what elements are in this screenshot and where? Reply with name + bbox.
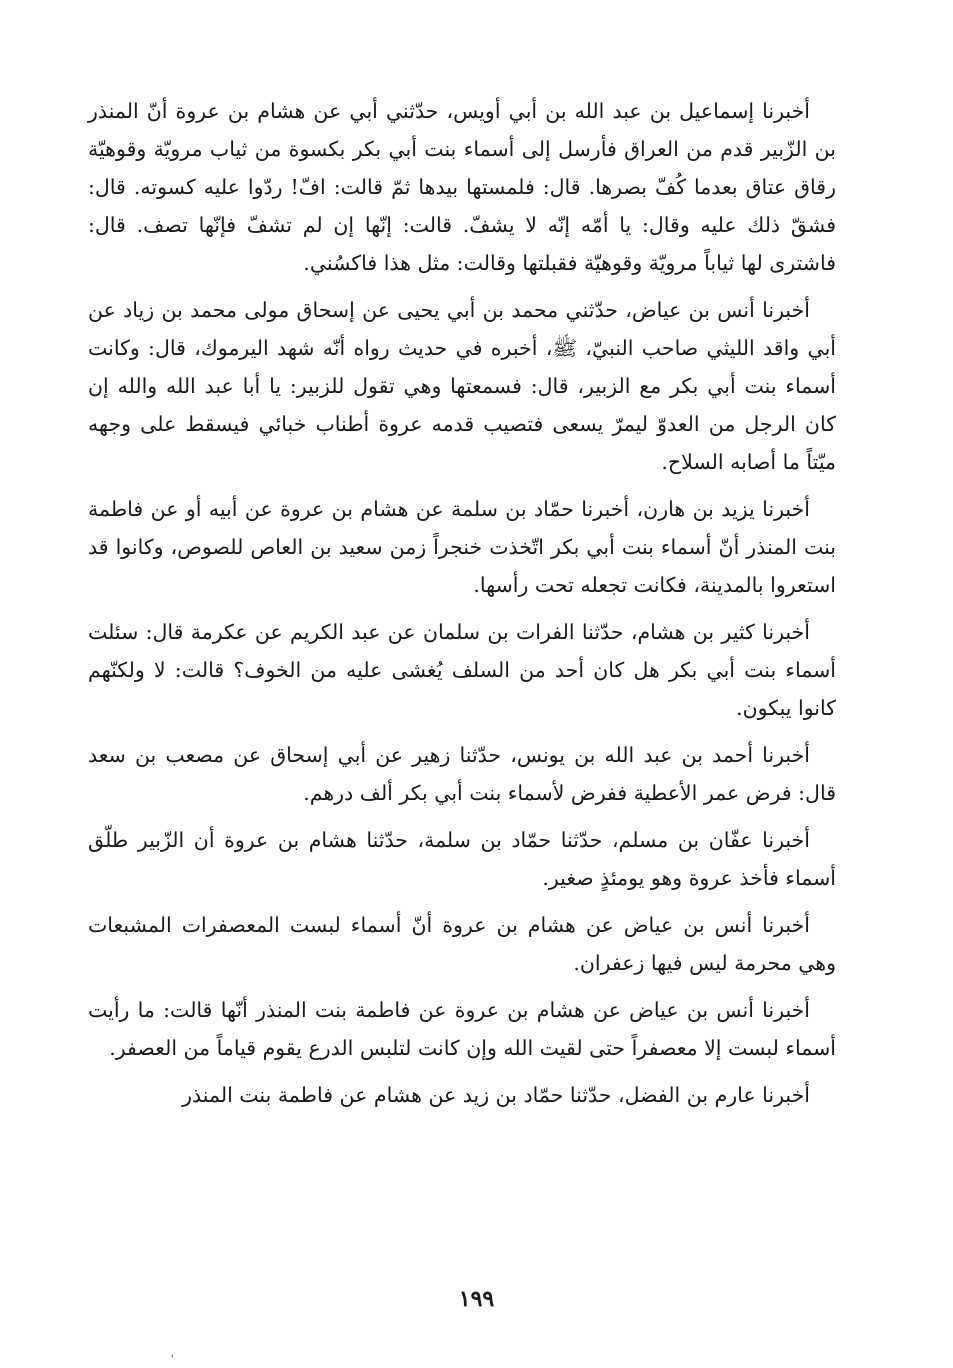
- paragraph-8: أخبرنا أنس بن عياض عن هشام بن عروة عن فاطمة بنت المنذر أنّها قالت: ما رأيت أسماء لبست إلا معصفراً حتى لقيت الله وإن كانت لتلبس الدرع يقوم قياماً من العصفر.: [88, 998, 836, 1060]
- paragraph-7: أخبرنا أنس بن عياض عن هشام بن عروة أنّ أسماء لبست المعصفرات المشبعات وهي محرمة ليس فيها زعفران.: [88, 913, 836, 975]
- paragraph-1: أخبرنا إسماعيل بن عبد الله بن أبي أويس، حدّثني أبي عن هشام بن عروة أنّ المنذر بن الزّبير قدم من العراق فأرسل إلى أسماء بنت أبي بكر بكسوة من ثياب مرويّة وقوهيّة رقاق عتاق بعدما كُفّ بصرها. قال: فلمستها بيدها ثمّ قالت: افّ! ردّوا عليه كسوته. قال: فشقّ ذلك عليه وقال: يا أمّه إنّه لا يشفّ. قالت: إنّها إن لم تشفّ فإنّها تصف. قال: فاشترى لها ثياباً مرويّة وقوهيّة فقبلتها وقالت: مثل هذا فاكسُني.: [88, 99, 836, 275]
- page-number: ١٩٩: [458, 1286, 495, 1312]
- paragraph-3: أخبرنا يزيد بن هارن، أخبرنا حمّاد بن سلمة عن هشام بن عروة عن أبيه أو عن فاطمة بنت المنذر أنّ أسماء بنت أبي بكر اتّخذت خنجراً زمن سعيد بن العاص للصوص، وكانوا قد استعروا بالمدينة، فكانت تجعله تحت رأسها.: [88, 497, 836, 597]
- paragraph-9: أخبرنا عارم بن الفضل، حدّثنا حمّاد بن زيد عن هشام عن فاطمة بنت المنذر: [182, 1083, 810, 1107]
- paragraph-2: أخبرنا أنس بن عياض، حدّثني محمد بن أبي يحيى عن إسحاق مولى محمد بن زياد عن أبي واقد الليثي صاحب النبيّ، ﷺ، أخبره في حديث رواه أنّه شهد اليرموك، قال: وكانت أسماء بنت أبي بكر مع الزبير، قال: فسمعتها وهي تقول للزبير: يا أبا عبد الله والله إن كان الرجل من العدوّ ليمرّ يسعى فتصيب قدمه عروة أطناب خبائي فيسقط على وجهه ميّتاً ما أصابه السلاح.: [88, 298, 836, 474]
- paragraph-4: أخبرنا كثير بن هشام، حدّثنا الفرات بن سلمان عن عبد الكريم عن عكرمة قال: سئلت أسماء بنت أبي بكر هل كان أحد من السلف يُغشى عليه من الخوف؟ قالت: لا ولكنّهم كانوا يبكون.: [88, 620, 836, 720]
- paragraph-6: أخبرنا عفّان بن مسلم، حدّثنا حمّاد بن سلمة، حدّثنا هشام بن عروة أن الزّبير طلّق أسماء فأخذ عروة وهو يومئذٍ صغير.: [88, 828, 836, 890]
- body-text: [88, 92, 836, 1123]
- paragraph-5: أخبرنا أحمد بن عبد الله بن يونس، حدّثنا زهير عن أبي إسحاق عن مصعب بن سعد قال: فرض عمر الأعطية ففرض لأسماء بنت أبي بكر ألف درهم.: [88, 743, 836, 805]
